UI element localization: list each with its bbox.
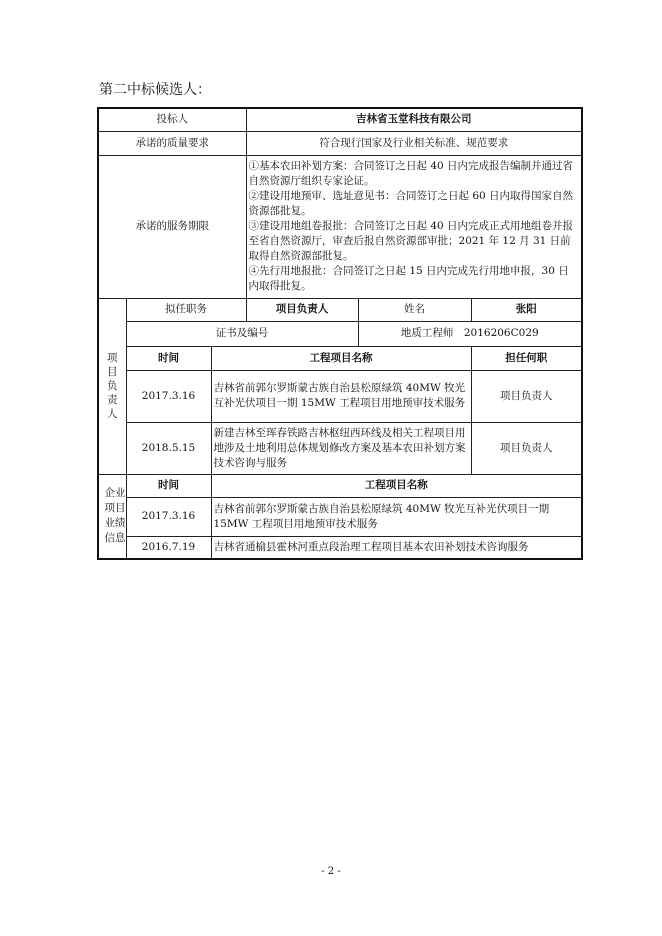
header-date: 时间 xyxy=(126,474,211,497)
period-item: ①基本农田补划方案：合同签订之日起 40 日内完成报告编制并通过省自然资源厅组织专家论证。 xyxy=(248,160,574,187)
project-name: 吉林省前郭尔罗斯蒙古族自治县松原绿筑 40MW 牧光互补光伏项目一期 15MW 工程项目用地预审技术服务 xyxy=(211,370,471,422)
header-date: 时间 xyxy=(126,346,211,370)
manager-section-text: 项目负责人 xyxy=(107,352,118,420)
position-value: 项目负责人 xyxy=(246,298,358,321)
period-label: 承诺的服务期限 xyxy=(98,155,246,298)
bidder-row xyxy=(98,108,582,131)
project-date: 2016.7.19 xyxy=(126,536,211,559)
cert-row xyxy=(98,321,582,346)
manager-section-label xyxy=(98,298,126,474)
project-name: 吉林省前郭尔罗斯蒙古族自治县松原绿筑 40MW 牧光互补光伏项目一期 15MW 工程项目用地预审技术服务 xyxy=(211,497,582,536)
page-number: - 2 - xyxy=(321,866,341,877)
position-row xyxy=(98,298,582,321)
project-name: 吉林省通榆县霍林河重点段治理工程项目基本农田补划技术咨询服务 xyxy=(211,536,582,559)
period-value xyxy=(246,155,582,298)
period-item: ②建设用地预审、选址意见书：合同签订之日起 60 日内取得国家自然资源部批复。 xyxy=(248,190,574,217)
section-title: 第二中标候选人： xyxy=(99,82,211,98)
period-item: ③建设用地组卷报批：合同签订之日起 40 日内完成正式用地组卷并报至省自然资源厅，审查后报自然资源部审批；2021 年 12 月 31 日前取得自然资源部批复。 xyxy=(248,220,574,262)
period-row xyxy=(98,155,582,298)
enterprise-header-row xyxy=(98,474,582,497)
name-label: 姓名 xyxy=(358,298,471,321)
name-value: 张阳 xyxy=(471,298,582,321)
enterprise-section-label xyxy=(98,474,126,559)
project-name: 新建吉林至珲春铁路吉林枢纽西环线及相关工程项目用地涉及土地利用总体规划修改方案及基本农田补划方案技术咨询与服务 xyxy=(211,422,471,474)
bidder-label: 投标人 xyxy=(98,108,246,131)
enterprise-section-text: 企业项目业绩信息 xyxy=(104,487,126,545)
project-role: 项目负责人 xyxy=(471,422,582,474)
header-role: 担任何职 xyxy=(471,346,582,370)
manager-header-row xyxy=(98,346,582,370)
cert-label: 证书及编号 xyxy=(126,321,358,346)
quality-label: 承诺的质量要求 xyxy=(98,131,246,155)
project-role: 项目负责人 xyxy=(471,370,582,422)
table-row xyxy=(98,422,582,474)
header-project: 工程项目名称 xyxy=(211,474,582,497)
quality-row xyxy=(98,131,582,155)
position-label: 拟任职务 xyxy=(126,298,246,321)
project-date: 2017.3.16 xyxy=(126,497,211,536)
quality-value: 符合现行国家及行业相关标准、规范要求 xyxy=(246,131,582,155)
table-row xyxy=(98,370,582,422)
cert-value: 地质工程师 2016206C029 xyxy=(358,321,582,346)
table-row xyxy=(98,497,582,536)
header-project: 工程项目名称 xyxy=(211,346,471,370)
project-date: 2017.3.16 xyxy=(126,370,211,422)
table-row xyxy=(98,536,582,559)
candidate-table xyxy=(97,107,583,560)
bidder-value: 吉林省玉堂科技有限公司 xyxy=(246,108,582,131)
period-item: ④先行用地报批：合同签订之日起 15 日内完成先行用地申报，30 日内取得批复。 xyxy=(248,265,569,292)
project-date: 2018.5.15 xyxy=(126,422,211,474)
